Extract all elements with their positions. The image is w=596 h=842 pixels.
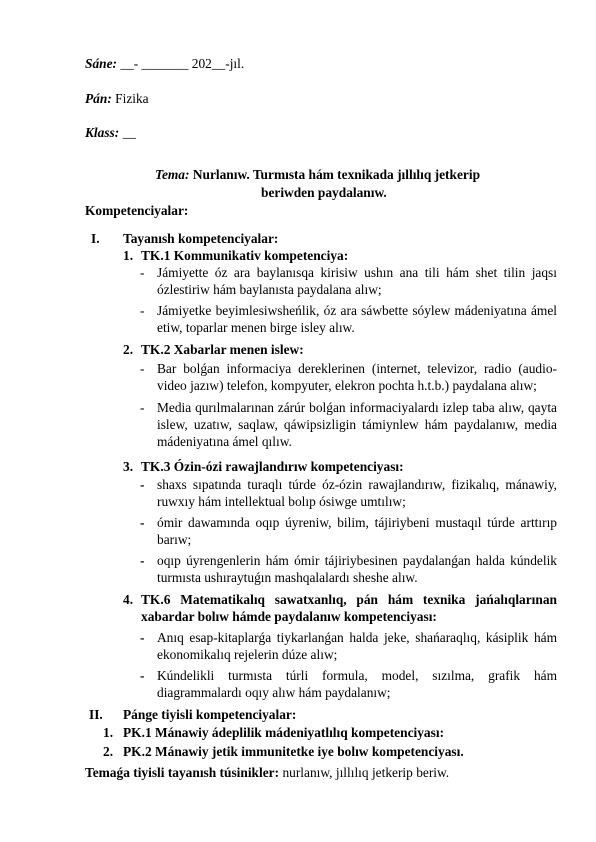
subject-value: Fizika bbox=[115, 91, 149, 106]
pk1-title: PK.1 Mánawiy ádeplilik mádeniyatlılıq kompetenciyası: bbox=[123, 725, 445, 740]
tk1-number: 1. bbox=[123, 248, 134, 263]
class-line bbox=[85, 124, 136, 141]
date-line bbox=[85, 55, 244, 72]
theme-label: Tema: bbox=[155, 167, 190, 182]
bullet-dash: - bbox=[140, 630, 145, 645]
tk1-bullet-2: Jámiyetke beyimlesiwsheńlik, óz ara sáwbette sóylew mádeniyatına ámel etiw, toparlar menen birge isley alıw. bbox=[157, 303, 557, 335]
tk1-title: TK.1 Kommunikativ kompetenciya: bbox=[141, 248, 349, 263]
tk3-bullet-3: oqıp úyrengenlerin hám ómir tájiriybesinen paydalanǵan halda kúndelik turmısta ushıraytuǵın mashqalalardı sheshe alıw. bbox=[157, 553, 557, 585]
pk2-title: PK.2 Mánawiy jetik immunitetke iye bolıw kompetenciyası. bbox=[123, 744, 464, 759]
tk2-bullet-1: Bar bolǵan informaciya dereklerinen (internet, televizor, radio (audio-video jazıw) telefon, kompyuter, elekron pochta h.t.b.) paydalana alıw; bbox=[157, 361, 557, 393]
key-concepts-label: Temaǵa tiyisli tayanısh túsinikler: bbox=[85, 765, 280, 780]
subject-line bbox=[85, 90, 149, 107]
tk2-bullet-2: Media qurılmalarınan zárúr bolǵan informaciyalardı izlep taba alıw, qayta islew, uzatıw, saqlaw, qáwipsizligin támiynlew hám paydalanıw, media mádeniyatına ámel qılıw. bbox=[157, 400, 557, 449]
tk6-number: 4. bbox=[123, 592, 134, 607]
tk2-number: 2. bbox=[123, 342, 134, 357]
bullet-dash: - bbox=[140, 265, 145, 280]
pk1-number: 1. bbox=[103, 725, 114, 740]
class-value: __ bbox=[122, 125, 136, 140]
tk6-bullet-1: Anıq esap-kitaplarǵa tiykarlanǵan halda jeke, shańaraqlıq, kásiplik hám ekonomikalıq rejelerin dúze alıw; bbox=[157, 630, 557, 662]
bullet-dash: - bbox=[140, 477, 145, 492]
theme-title-2: beriwden paydalanıw. bbox=[261, 185, 387, 200]
tk3-title: TK.3 Ózin-ózi rawajlandırıw kompetenciyası: bbox=[141, 459, 404, 474]
section-2-number: II. bbox=[89, 707, 103, 722]
key-concepts-line bbox=[85, 764, 449, 781]
key-concepts-value: nurlanıw, jıllılıq jetkerip beriw. bbox=[282, 765, 450, 780]
tk1-bullet-1: Jámiyette óz ara baylanısqa kirisiw ushın ana tili hám shet tilin jaqsı ózlestiriw hám baylanısta paydalana alıw; bbox=[157, 265, 557, 297]
competencies-title: Kompetenciyalar: bbox=[85, 203, 189, 218]
class-label: Klass: bbox=[85, 125, 120, 140]
theme-line-1 bbox=[155, 166, 480, 183]
theme-title-1: Nurlanıw. Turmısta hám texnikada jıllılıq jetkerip bbox=[192, 167, 481, 182]
pk2-number: 2. bbox=[103, 744, 114, 759]
tk2-title: TK.2 Xabarlar menen islew: bbox=[141, 342, 304, 357]
section-1-number: I. bbox=[91, 231, 100, 246]
bullet-dash: - bbox=[140, 515, 145, 530]
tk3-number: 3. bbox=[123, 459, 134, 474]
bullet-dash: - bbox=[140, 400, 145, 415]
tk6-title: TK.6 Matematikalıq sawatxanlıq, pán hám texnika jańalıqlarınan xabardar bolıw hámde paydalanıw kompetenciyası: bbox=[141, 592, 557, 624]
tk6-bullet-2: Kúndelikli turmısta túrli formula, model, sızılma, grafik hám diagrammalardı oqıy alıw hám paydalanıw; bbox=[157, 668, 557, 700]
date-label: Sáne: bbox=[85, 56, 117, 71]
tk3-bullet-1: shaxs sıpatında turaqlı túrde óz-ózin rawajlandırıw, fizikalıq, mánawiy, ruwxıy hám intellektual bolıp ósiwge umtılıw; bbox=[157, 477, 557, 509]
section-2-title: Pánge tiyisli kompetenciyalar: bbox=[123, 707, 297, 722]
subject-label: Pán: bbox=[85, 91, 112, 106]
bullet-dash: - bbox=[140, 668, 145, 683]
bullet-dash: - bbox=[140, 553, 145, 568]
bullet-dash: - bbox=[140, 361, 145, 376]
date-value: __- _______ 202__-jıl. bbox=[120, 56, 245, 71]
tk3-bullet-2: ómir dawamında oqıp úyreniw, bilim, tájiriybeni mustaqıl túrde arttırıp barıw; bbox=[157, 515, 557, 547]
bullet-dash: - bbox=[140, 303, 145, 318]
section-1-title: Tayanısh kompetenciyalar: bbox=[123, 231, 279, 246]
